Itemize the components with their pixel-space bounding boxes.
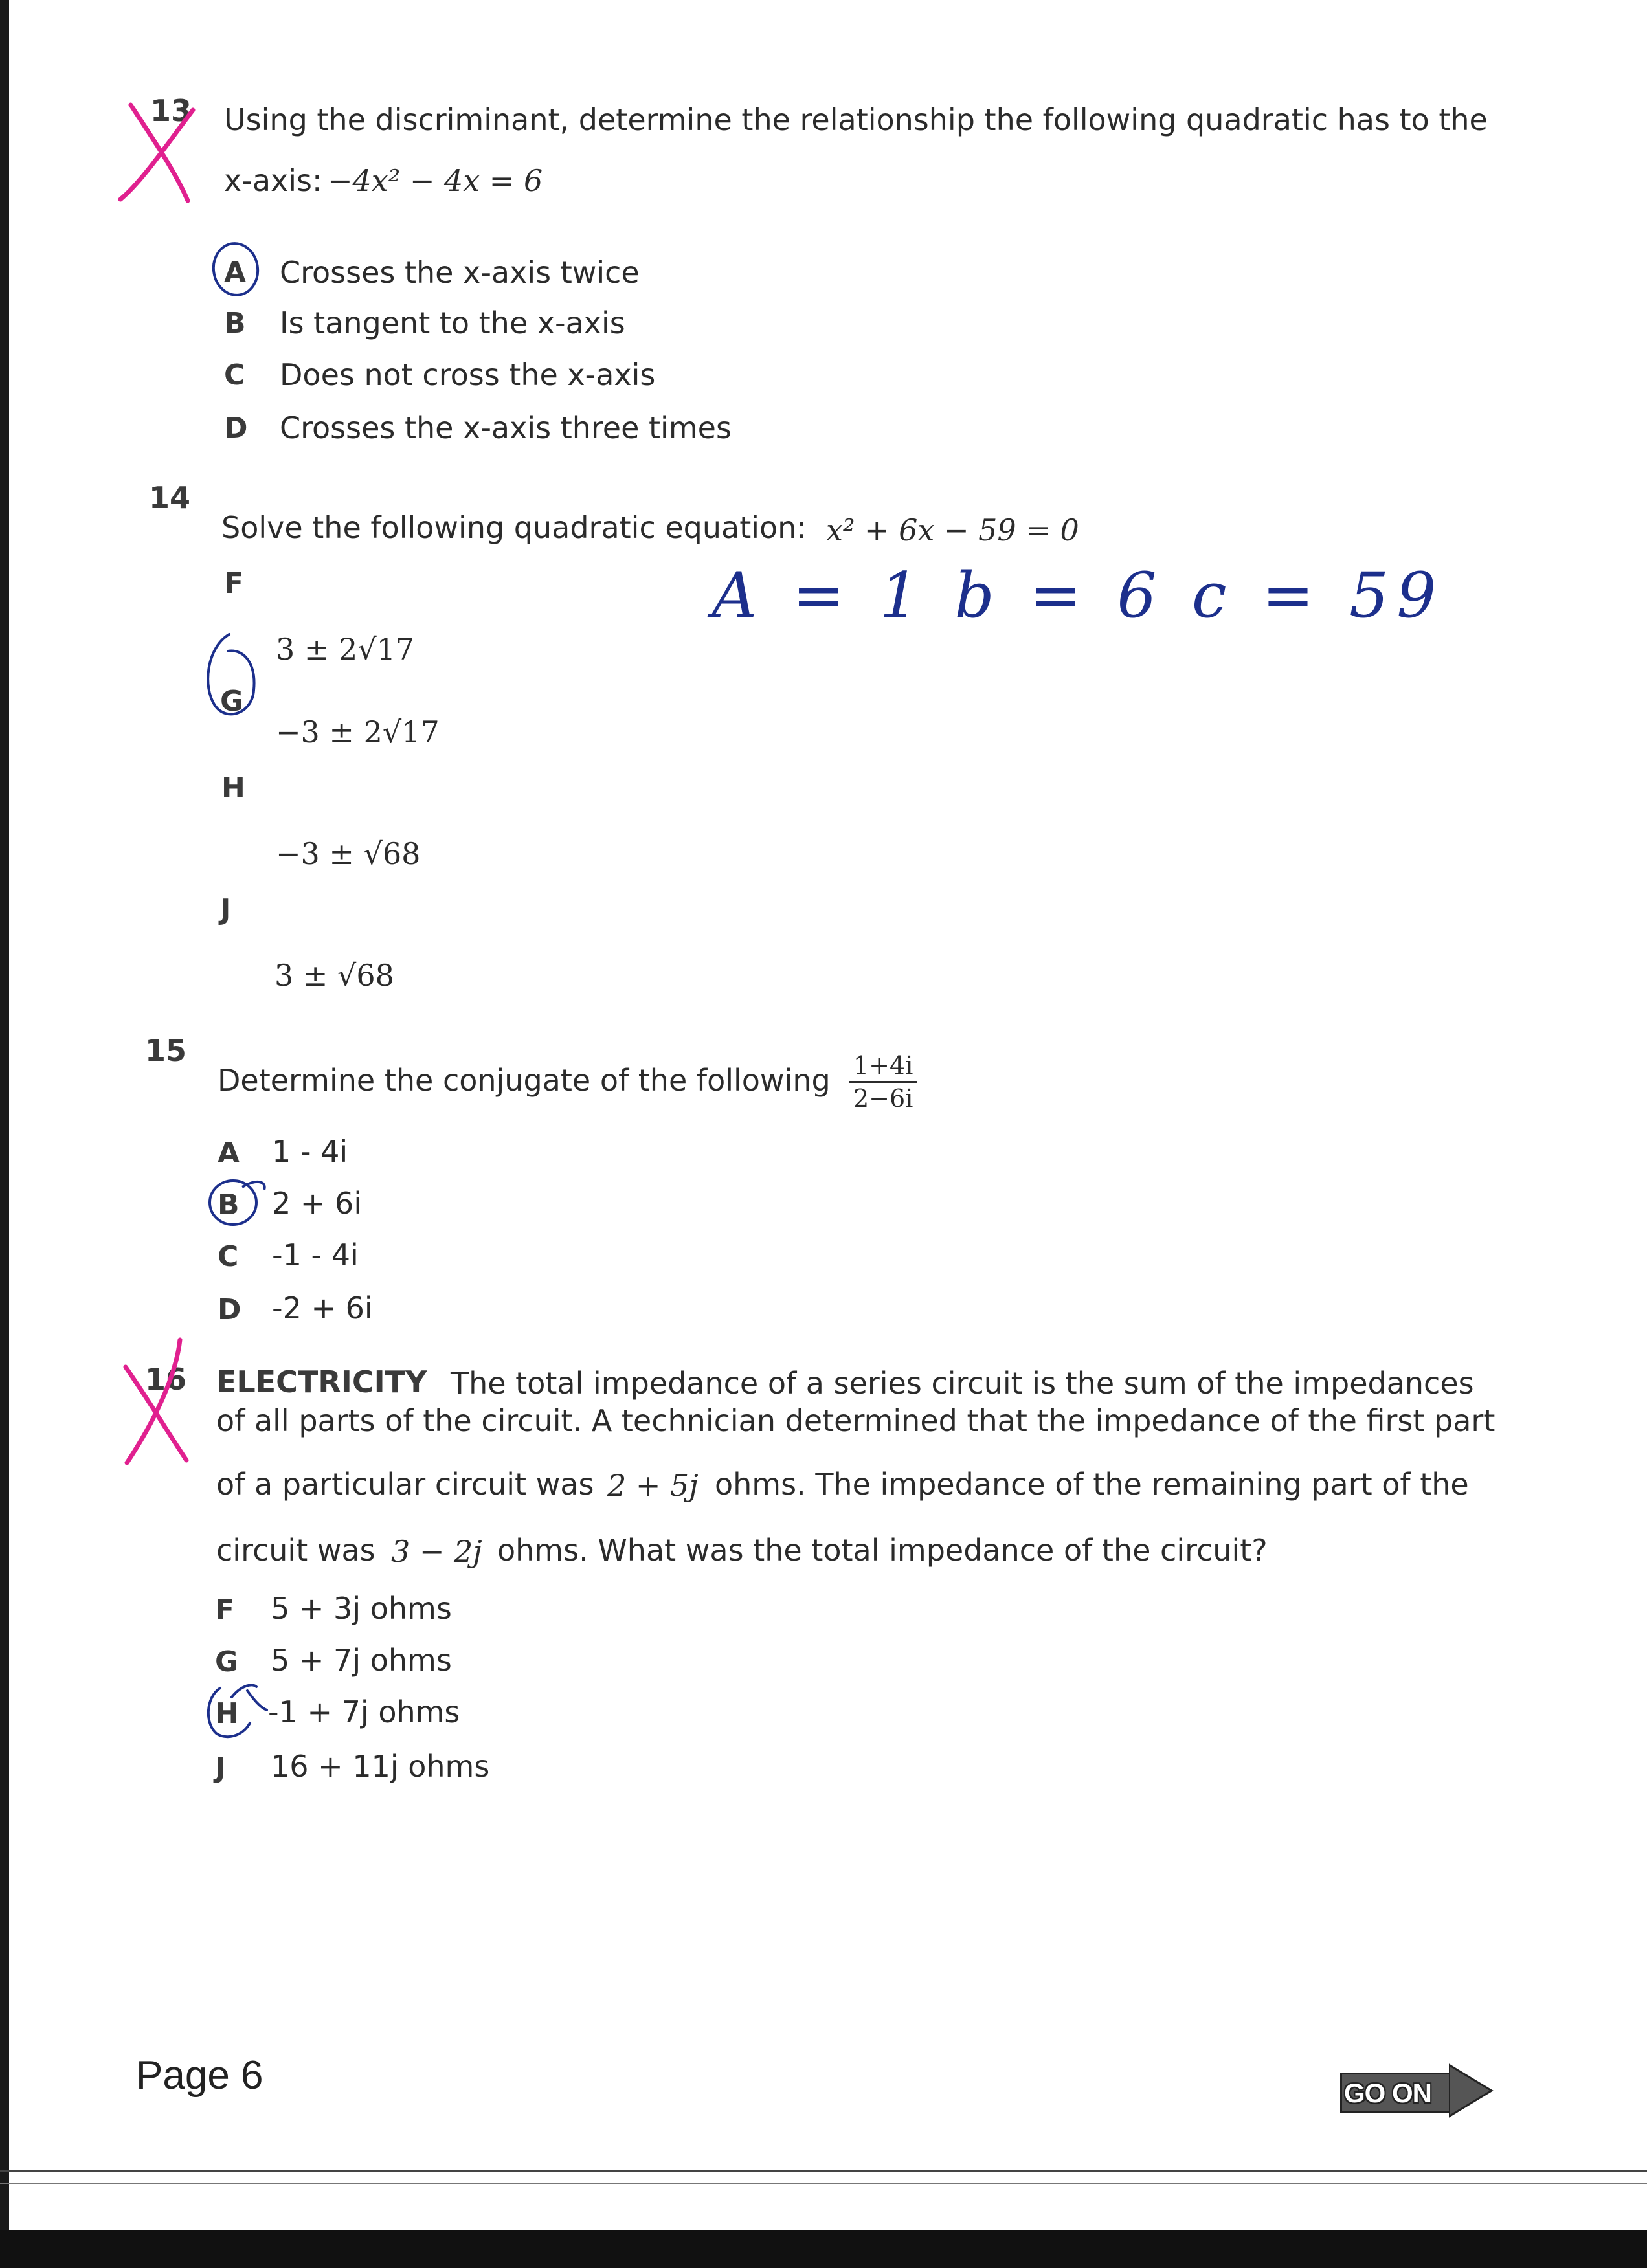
question-16-expr2: 3 − 2j — [391, 1534, 482, 1569]
choice-letter[interactable]: G — [215, 1645, 239, 1678]
question-16-line3a: of a particular circuit was — [216, 1467, 594, 1502]
question-14-equation: x² + 6x − 59 = 0 — [826, 513, 1079, 548]
choice-letter[interactable]: C — [224, 359, 245, 392]
choice-letter[interactable]: B — [218, 1188, 240, 1221]
question-16-line2: of all parts of the circuit. A technician determined that the impedance of the first part — [216, 1403, 1496, 1438]
question-13-prefix: x-axis: — [224, 163, 322, 198]
wrong-mark-13 — [117, 93, 201, 207]
choice-letter[interactable]: D — [224, 412, 248, 445]
choice-text: -2 + 6i — [272, 1291, 373, 1326]
choice-text: Is tangent to the x-axis — [280, 306, 625, 340]
choice-text: Does not cross the x-axis — [280, 357, 656, 392]
choice-letter[interactable]: B — [224, 307, 246, 340]
question-16-line3b: ohms. The impedance of the remaining part of the — [715, 1467, 1469, 1502]
choice-text: Crosses the x-axis three times — [280, 410, 732, 445]
choice-text: 3 ± 2√17 — [276, 632, 415, 667]
choice-letter[interactable]: H — [215, 1697, 239, 1730]
question-16-topic: ELECTRICITY — [216, 1364, 427, 1399]
choice-text: −3 ± √68 — [276, 836, 421, 871]
fraction-denominator: 2−6i — [853, 1084, 913, 1113]
question-15-number: 15 — [145, 1033, 187, 1068]
go-on-button[interactable] — [1340, 2061, 1496, 2120]
page-number: Page 6 — [136, 2053, 263, 2098]
wrong-mark-16 — [117, 1336, 201, 1465]
question-13-text: Using the discriminant, determine the relationship the following quadratic has to the — [224, 102, 1488, 137]
footer-rule — [0, 2170, 1647, 2172]
choice-text: −3 ± 2√17 — [276, 715, 440, 750]
question-14-text: Solve the following quadratic equation: — [221, 510, 807, 545]
question-16-line1: The total impedance of a series circuit is the sum of the impedances — [451, 1366, 1474, 1401]
choice-text: Crosses the x-axis twice — [280, 255, 640, 290]
question-16-line4a: circuit was — [216, 1533, 375, 1568]
handwritten-coefficients: A = 1 b = 6 c = 59 — [712, 559, 1444, 632]
choice-letter[interactable]: A — [218, 1137, 240, 1170]
choice-text: 5 + 3j ohms — [271, 1591, 452, 1626]
answer-circle-13 — [208, 237, 263, 302]
question-15-fraction — [849, 1050, 917, 1114]
choice-text: -1 + 7j ohms — [268, 1695, 460, 1729]
question-16-line4b: ohms. What was the total impedance of the circuit? — [497, 1533, 1268, 1568]
choice-letter[interactable]: J — [215, 1751, 226, 1784]
choice-text: 3 ± √68 — [274, 958, 394, 993]
choice-text: 5 + 7j ohms — [271, 1643, 452, 1678]
choice-letter[interactable]: F — [215, 1594, 235, 1627]
choice-letter[interactable]: D — [218, 1293, 241, 1326]
choice-text: 1 - 4i — [272, 1134, 348, 1169]
choice-letter[interactable]: G — [220, 685, 244, 718]
question-15-text: Determine the conjugate of the following — [218, 1063, 831, 1098]
question-16-number: 16 — [145, 1362, 187, 1397]
choice-letter[interactable]: F — [224, 567, 244, 600]
choice-letter[interactable]: H — [221, 772, 245, 805]
fraction-numerator: 1+4i — [849, 1050, 917, 1083]
choice-letter[interactable]: C — [218, 1240, 239, 1273]
question-13-equation: −4x² − 4x = 6 — [328, 163, 543, 198]
scan-bottom-edge — [0, 2230, 1647, 2268]
choice-letter[interactable]: J — [220, 893, 231, 926]
scan-edge — [0, 0, 9, 2268]
question-13-number: 13 — [150, 93, 192, 128]
choice-letter[interactable]: A — [224, 256, 247, 289]
question-14-number: 14 — [149, 480, 191, 515]
footer-rule-2 — [0, 2183, 1647, 2184]
choice-text: -1 - 4i — [272, 1238, 359, 1273]
choice-text: 2 + 6i — [272, 1186, 363, 1221]
question-16-expr1: 2 + 5j — [607, 1468, 699, 1503]
arrow-right-icon — [1449, 2061, 1494, 2120]
go-on-label: GO ON — [1344, 2078, 1432, 2108]
choice-text: 16 + 11j ohms — [271, 1749, 490, 1784]
